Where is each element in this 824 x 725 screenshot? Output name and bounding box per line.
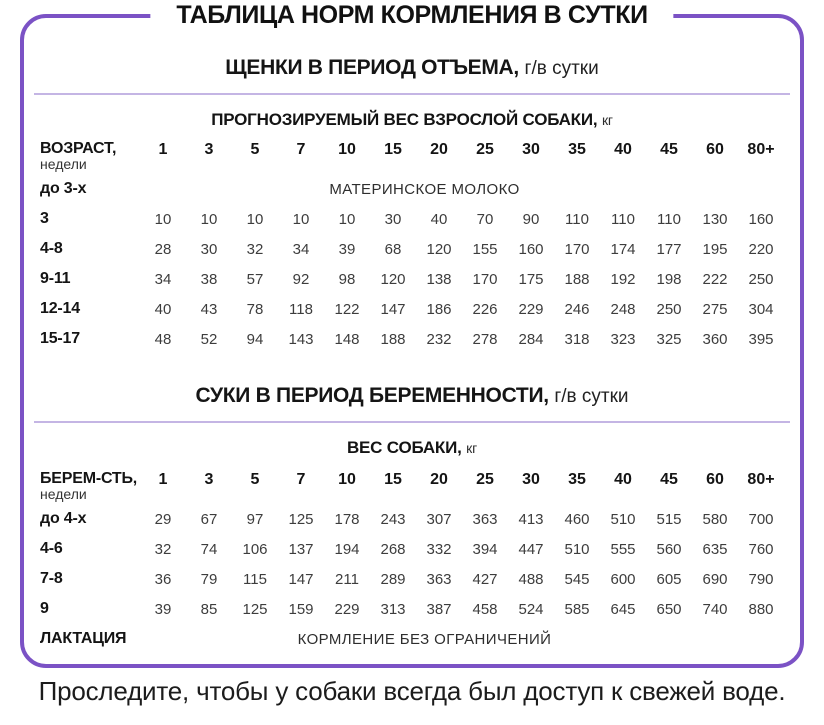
weight-column-header: 40 — [614, 471, 632, 488]
weight-column-header: 3 — [204, 141, 214, 158]
puppies-feeding-table — [40, 136, 784, 354]
weight-column-header: 1 — [158, 141, 168, 158]
value-cell: 268 — [380, 540, 406, 558]
weight-column-header: 40 — [614, 141, 632, 158]
value-cell: 229 — [334, 600, 360, 618]
weight-column-header: 7 — [296, 471, 306, 488]
section-divider — [34, 93, 790, 95]
weight-column-header: 1 — [158, 471, 168, 488]
weight-column-header: 45 — [660, 471, 678, 488]
value-cell: 10 — [246, 210, 264, 228]
weight-column-header: 3 — [204, 471, 214, 488]
value-cell: 880 — [748, 600, 774, 618]
table-row — [40, 504, 784, 534]
row-label: 3 — [40, 210, 49, 227]
value-cell: 118 — [289, 300, 313, 318]
pregnancy-feeding-table — [40, 466, 784, 654]
value-cell: 524 — [518, 600, 544, 618]
value-cell: 70 — [476, 210, 494, 228]
row-label: 9 — [40, 600, 49, 617]
value-cell: 510 — [610, 510, 636, 528]
value-cell: 323 — [610, 330, 636, 348]
value-cell: 10 — [292, 210, 310, 228]
value-cell: 68 — [384, 240, 402, 258]
row-axis-label-text: БЕРЕМ-СТЬ, — [40, 470, 138, 487]
value-cell: 488 — [518, 570, 544, 588]
row-axis-label — [40, 466, 140, 504]
value-cell: 198 — [656, 270, 682, 288]
value-cell: 110 — [565, 210, 589, 228]
value-cell: 250 — [748, 270, 774, 288]
value-cell: 243 — [380, 510, 406, 528]
value-cell: 43 — [200, 300, 218, 318]
value-cell: 85 — [200, 600, 218, 618]
value-cell: 585 — [564, 600, 590, 618]
value-cell: 92 — [292, 270, 310, 288]
value-cell: 40 — [430, 210, 448, 228]
value-cell: 394 — [472, 540, 498, 558]
value-cell: 510 — [564, 540, 590, 558]
value-cell: 39 — [338, 240, 356, 258]
value-cell: 28 — [154, 240, 172, 258]
table-row — [40, 624, 784, 654]
value-cell: 110 — [657, 210, 681, 228]
value-cell: 186 — [426, 300, 452, 318]
value-cell: 246 — [564, 300, 590, 318]
value-cell: 160 — [748, 210, 774, 228]
value-cell: 30 — [384, 210, 402, 228]
value-cell: 222 — [702, 270, 728, 288]
value-cell: 178 — [334, 510, 360, 528]
table-row — [40, 294, 784, 324]
value-cell: 147 — [288, 570, 314, 588]
value-cell: 138 — [426, 270, 452, 288]
value-cell: 226 — [472, 300, 498, 318]
weight-column-header: 35 — [568, 141, 586, 158]
value-cell: 363 — [426, 570, 452, 588]
value-cell: 143 — [288, 330, 314, 348]
value-cell: 325 — [656, 330, 682, 348]
value-cell: 580 — [702, 510, 728, 528]
value-cell: 175 — [518, 270, 544, 288]
value-cell: 232 — [426, 330, 452, 348]
feeding-table-frame — [20, 1, 804, 668]
value-cell: 690 — [702, 570, 728, 588]
section-title-text: ЩЕНКИ В ПЕРИОД ОТЪЕМА, — [225, 56, 519, 79]
table-header-text: ПРОГНОЗИРУЕМЫЙ ВЕС ВЗРОСЛОЙ СОБАКИ, — [211, 110, 598, 129]
value-cell: 110 — [611, 210, 635, 228]
value-cell: 147 — [380, 300, 406, 318]
weight-column-header: 30 — [522, 471, 540, 488]
value-cell: 160 — [518, 240, 544, 258]
value-cell: 38 — [200, 270, 218, 288]
value-cell: 458 — [472, 600, 498, 618]
weight-column-header: 80+ — [747, 141, 775, 158]
table-row — [40, 264, 784, 294]
value-cell: 307 — [426, 510, 452, 528]
full-row-note: МАТЕРИНСКОЕ МОЛОКО — [329, 180, 520, 198]
value-cell: 48 — [154, 330, 172, 348]
value-cell: 74 — [200, 540, 218, 558]
value-cell: 363 — [472, 510, 498, 528]
value-cell: 39 — [154, 600, 172, 618]
value-cell: 98 — [338, 270, 356, 288]
value-cell: 177 — [656, 240, 682, 258]
value-cell: 229 — [518, 300, 544, 318]
row-label: 7-8 — [40, 570, 63, 587]
value-cell: 170 — [472, 270, 498, 288]
row-axis-label-text: ВОЗРАСТ, — [40, 140, 117, 157]
weight-column-header: 7 — [296, 141, 306, 158]
value-cell: 125 — [242, 600, 268, 618]
value-cell: 313 — [380, 600, 406, 618]
weight-column-header: 35 — [568, 471, 586, 488]
value-cell: 211 — [335, 570, 359, 588]
value-cell: 170 — [564, 240, 590, 258]
value-cell: 34 — [292, 240, 310, 258]
weight-column-header: 25 — [476, 471, 494, 488]
value-cell: 10 — [338, 210, 356, 228]
column-header-row — [40, 136, 784, 174]
value-cell: 360 — [702, 330, 728, 348]
value-cell: 250 — [656, 300, 682, 318]
value-cell: 447 — [518, 540, 544, 558]
value-cell: 545 — [564, 570, 590, 588]
weight-column-header: 15 — [384, 141, 402, 158]
value-cell: 195 — [702, 240, 728, 258]
value-cell: 760 — [748, 540, 774, 558]
value-cell: 427 — [472, 570, 498, 588]
weight-column-header: 20 — [430, 471, 448, 488]
value-cell: 645 — [610, 600, 636, 618]
value-cell: 318 — [564, 330, 590, 348]
water-access-note: Проследите, чтобы у собаки всегда был доступ к свежей воде. — [38, 676, 786, 706]
value-cell: 395 — [748, 330, 774, 348]
value-cell: 155 — [472, 240, 498, 258]
value-cell: 36 — [154, 570, 172, 588]
table-header-adult-weight — [24, 110, 800, 130]
value-cell: 790 — [748, 570, 774, 588]
value-cell: 387 — [426, 600, 452, 618]
table-row — [40, 324, 784, 354]
table-header-unit: кг — [601, 112, 613, 128]
row-label: 4-6 — [40, 540, 63, 557]
value-cell: 10 — [200, 210, 218, 228]
table-row — [40, 534, 784, 564]
value-cell: 159 — [288, 600, 314, 618]
value-cell: 32 — [246, 240, 264, 258]
table-header-dog-weight — [24, 438, 800, 458]
weight-column-header: 5 — [250, 471, 260, 488]
row-axis-label-sub: недели — [40, 156, 87, 172]
row-label: до 4-х — [40, 510, 87, 527]
value-cell: 740 — [702, 600, 728, 618]
row-label: до 3-х — [40, 180, 87, 197]
value-cell: 188 — [380, 330, 406, 348]
value-cell: 130 — [702, 210, 728, 228]
table-row — [40, 234, 784, 264]
weight-column-header: 30 — [522, 141, 540, 158]
value-cell: 40 — [154, 300, 172, 318]
value-cell: 32 — [154, 540, 172, 558]
value-cell: 10 — [154, 210, 172, 228]
section-title-pregnancy — [24, 384, 800, 408]
weight-column-header: 80+ — [747, 471, 775, 488]
weight-column-header: 15 — [384, 471, 402, 488]
section-unit: г/в сутки — [524, 58, 599, 79]
page-title: ТАБЛИЦА НОРМ КОРМЛЕНИЯ В СУТКИ — [150, 1, 673, 30]
value-cell: 560 — [656, 540, 682, 558]
table-row — [40, 594, 784, 624]
value-cell: 122 — [334, 300, 360, 318]
section-title-text: СУКИ В ПЕРИОД БЕРЕМЕННОСТИ, — [195, 384, 549, 407]
value-cell: 52 — [200, 330, 218, 348]
value-cell: 700 — [748, 510, 774, 528]
section-title-puppies — [24, 56, 800, 80]
row-label: 15-17 — [40, 330, 80, 347]
value-cell: 94 — [246, 330, 264, 348]
column-header-row — [40, 466, 784, 504]
value-cell: 67 — [200, 510, 218, 528]
value-cell: 97 — [246, 510, 264, 528]
table-row — [40, 204, 784, 234]
full-row-note: КОРМЛЕНИЕ БЕЗ ОГРАНИЧЕНИЙ — [297, 630, 552, 648]
table-header-text: ВЕС СОБАКИ, — [346, 438, 462, 457]
value-cell: 515 — [656, 510, 682, 528]
row-label: 9-11 — [40, 270, 71, 287]
value-cell: 79 — [200, 570, 218, 588]
table-row — [40, 564, 784, 594]
value-cell: 57 — [246, 270, 264, 288]
table-header-unit: кг — [466, 440, 478, 456]
value-cell: 120 — [426, 240, 452, 258]
value-cell: 460 — [564, 510, 590, 528]
value-cell: 555 — [610, 540, 636, 558]
table-row — [40, 174, 784, 204]
row-label: 4-8 — [40, 240, 63, 257]
row-axis-label-sub: недели — [40, 486, 87, 502]
value-cell: 413 — [518, 510, 544, 528]
value-cell: 34 — [154, 270, 172, 288]
value-cell: 188 — [564, 270, 590, 288]
value-cell: 192 — [610, 270, 636, 288]
weight-column-header: 5 — [250, 141, 260, 158]
value-cell: 650 — [656, 600, 682, 618]
value-cell: 78 — [246, 300, 264, 318]
value-cell: 106 — [242, 540, 268, 558]
weight-column-header: 45 — [660, 141, 678, 158]
value-cell: 137 — [288, 540, 314, 558]
value-cell: 284 — [518, 330, 544, 348]
value-cell: 115 — [243, 570, 267, 588]
value-cell: 289 — [380, 570, 406, 588]
value-cell: 605 — [656, 570, 682, 588]
value-cell: 332 — [426, 540, 452, 558]
value-cell: 30 — [200, 240, 218, 258]
weight-column-header: 25 — [476, 141, 494, 158]
value-cell: 278 — [472, 330, 498, 348]
value-cell: 600 — [610, 570, 636, 588]
value-cell: 125 — [288, 510, 314, 528]
value-cell: 148 — [334, 330, 360, 348]
row-label: 12-14 — [40, 300, 80, 317]
weight-column-header: 10 — [338, 141, 356, 158]
row-label: ЛАКТАЦИЯ — [40, 630, 127, 647]
row-axis-label — [40, 136, 140, 174]
value-cell: 120 — [380, 270, 406, 288]
value-cell: 635 — [702, 540, 728, 558]
value-cell: 220 — [748, 240, 774, 258]
value-cell: 248 — [610, 300, 636, 318]
value-cell: 174 — [610, 240, 636, 258]
value-cell: 90 — [522, 210, 540, 228]
value-cell: 29 — [154, 510, 172, 528]
section-unit: г/в сутки — [554, 386, 629, 407]
value-cell: 275 — [702, 300, 728, 318]
section-divider — [34, 421, 790, 423]
weight-column-header: 60 — [706, 471, 724, 488]
weight-column-header: 10 — [338, 471, 356, 488]
weight-column-header: 20 — [430, 141, 448, 158]
value-cell: 194 — [334, 540, 360, 558]
value-cell: 304 — [748, 300, 774, 318]
weight-column-header: 60 — [706, 141, 724, 158]
